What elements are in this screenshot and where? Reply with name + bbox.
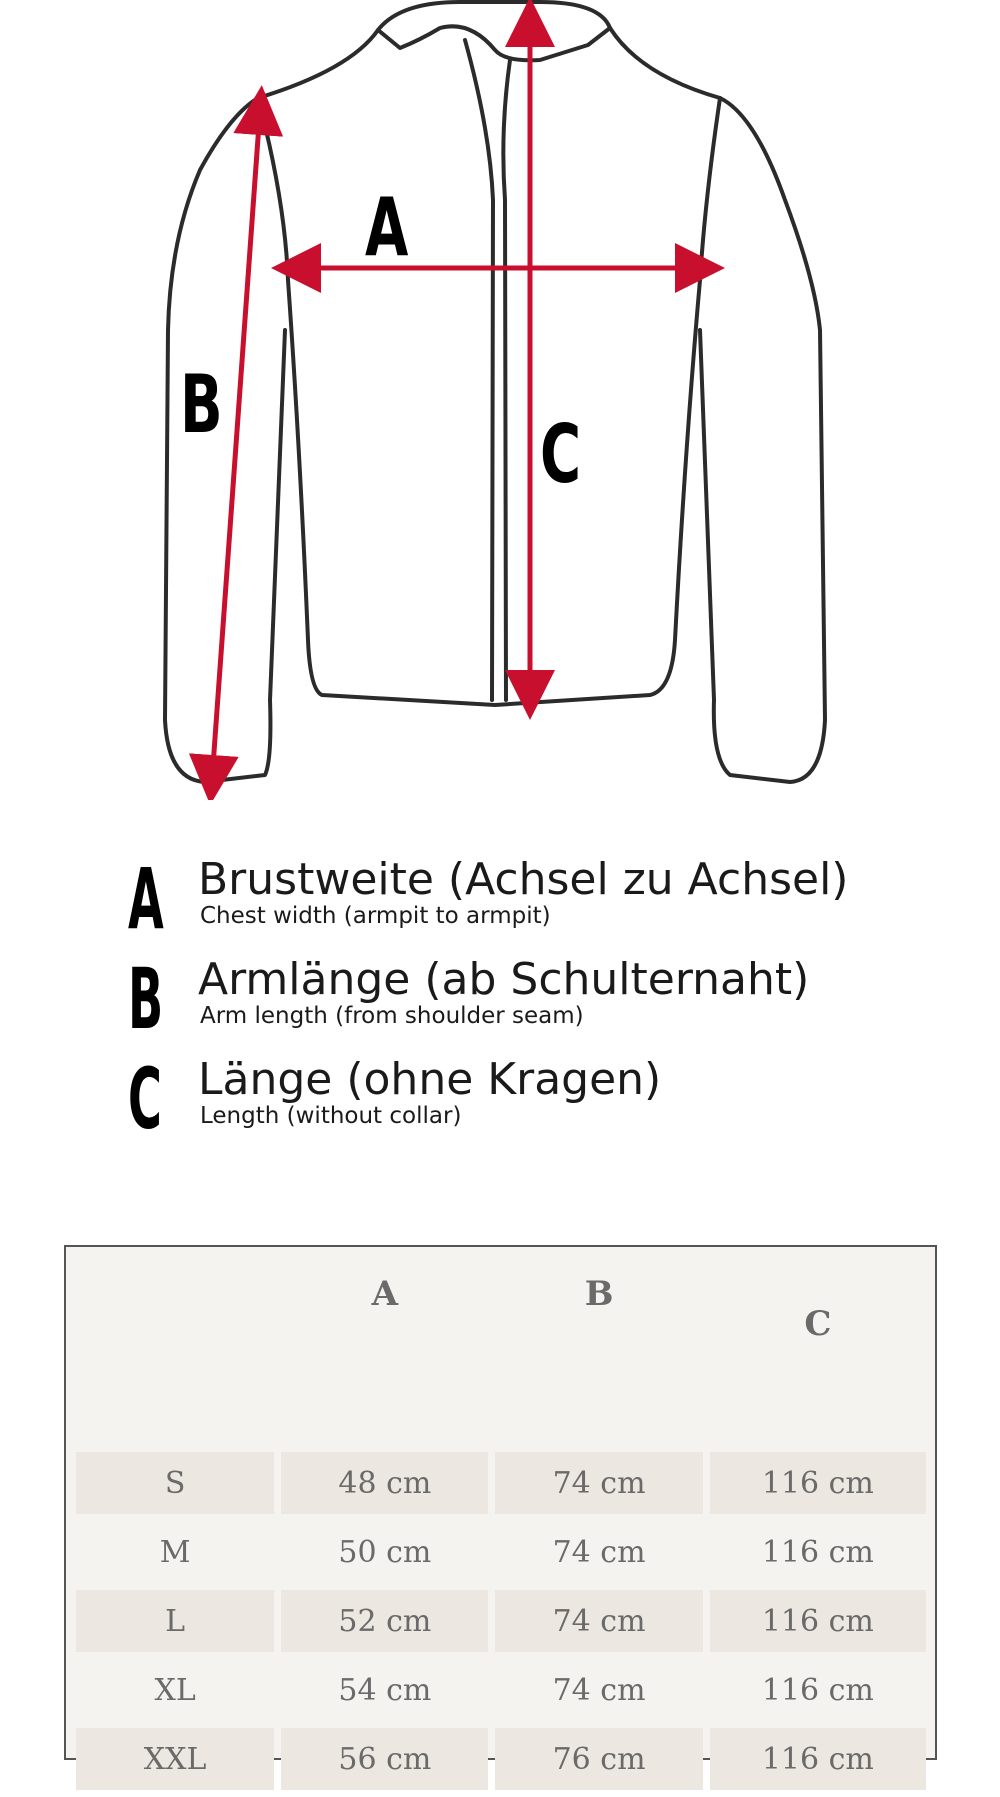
legend-title: Armlänge (ab Schulternaht): [198, 954, 810, 1005]
value-cell: 74 cm: [495, 1452, 702, 1514]
value-cell: 116 cm: [710, 1728, 926, 1790]
legend-title: Brustweite (Achsel zu Achsel): [198, 854, 849, 905]
label-b: B: [180, 359, 223, 452]
legend-item-a: [128, 850, 948, 955]
value-cell: 76 cm: [495, 1728, 702, 1790]
value-cell: 116 cm: [710, 1521, 926, 1583]
legend-item-b: [128, 950, 948, 1055]
column-header-size: [76, 1254, 274, 1445]
value-cell: 74 cm: [495, 1521, 702, 1583]
legend-letter: B: [128, 950, 164, 1048]
size-cell: L: [76, 1590, 274, 1652]
table-header-row: [76, 1254, 926, 1445]
measurement-legend: [128, 850, 948, 1155]
legend-subtitle: Arm length (from shoulder seam): [200, 1003, 584, 1029]
table-row: [76, 1521, 926, 1583]
column-header-a: A: [371, 1274, 399, 1314]
jacket-measurement-diagram: [0, 0, 1000, 800]
value-cell: 74 cm: [495, 1659, 702, 1721]
column-header-b: B: [584, 1274, 614, 1314]
size-cell: M: [76, 1521, 274, 1583]
legend-subtitle: Chest width (armpit to armpit): [200, 903, 551, 929]
value-cell: 48 cm: [281, 1452, 488, 1514]
measurement-arrows: [212, 22, 700, 780]
value-cell: 116 cm: [710, 1590, 926, 1652]
table-row: [76, 1452, 926, 1514]
size-cell: XL: [76, 1659, 274, 1721]
value-cell: 56 cm: [281, 1728, 488, 1790]
table-row: [76, 1659, 926, 1721]
table-row: [76, 1590, 926, 1652]
legend-item-c: [128, 1050, 948, 1155]
value-cell: 54 cm: [281, 1659, 488, 1721]
value-cell: 74 cm: [495, 1590, 702, 1652]
size-cell: S: [76, 1452, 274, 1514]
legend-subtitle: Length (without collar): [200, 1103, 462, 1129]
label-c: C: [540, 409, 582, 502]
column-header-c: C: [804, 1304, 832, 1344]
size-cell: XXL: [76, 1728, 274, 1790]
legend-letter: A: [128, 850, 164, 948]
label-a: A: [365, 182, 409, 275]
legend-letter: C: [128, 1050, 162, 1148]
table-row: [76, 1728, 926, 1790]
value-cell: 50 cm: [281, 1521, 488, 1583]
value-cell: 116 cm: [710, 1452, 926, 1514]
legend-title: Länge (ohne Kragen): [198, 1054, 662, 1105]
size-table-container: [64, 1245, 937, 1777]
value-cell: 52 cm: [281, 1590, 488, 1652]
value-cell: 116 cm: [710, 1659, 926, 1721]
size-table: [69, 1247, 933, 1797]
jacket-outline: [165, 2, 825, 782]
